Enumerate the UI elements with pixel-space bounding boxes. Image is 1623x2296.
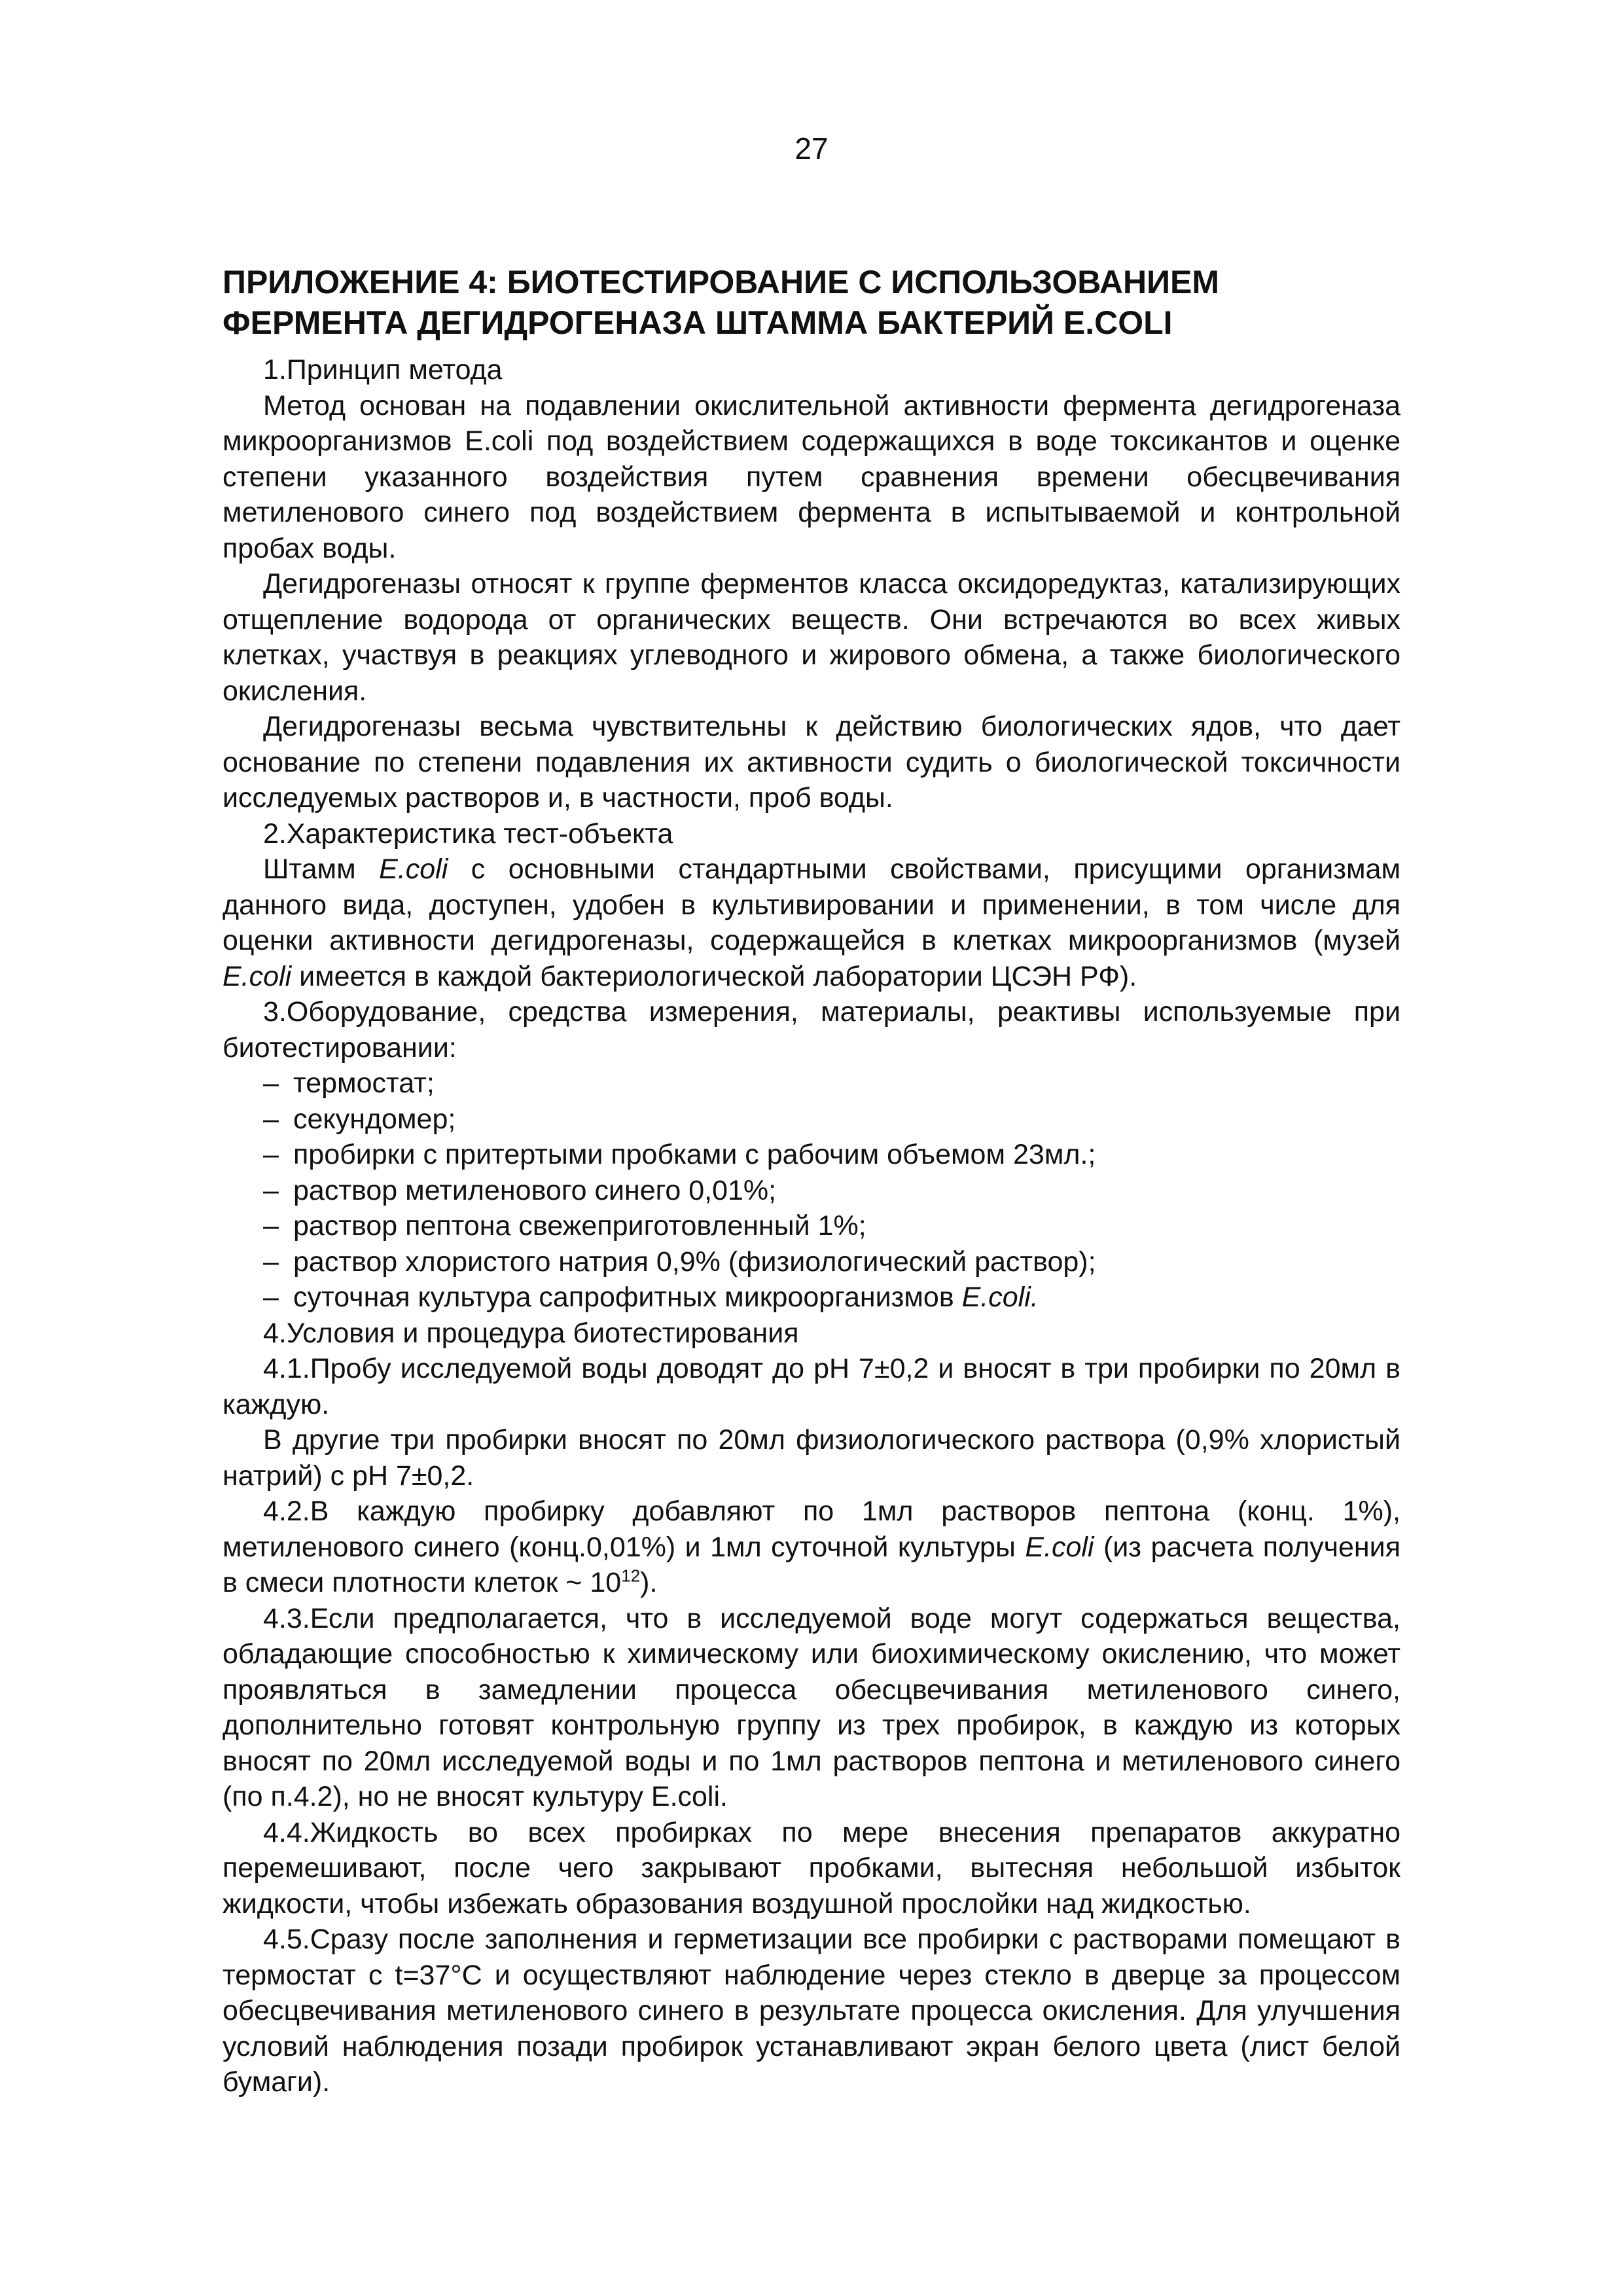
- species-name: E.coli: [223, 960, 292, 992]
- species-name: E.coli: [379, 853, 448, 885]
- paragraph-sensitivity: Дегидрогеназы весьма чувствительны к действию биологических ядов, что дает основание по степени подавления их активности судить о биологической токсичности исследуемых растворов и, в частности, проб воды.: [223, 711, 1400, 814]
- equipment-list: [223, 1066, 1400, 1316]
- species-name: E.coli: [1025, 1531, 1094, 1563]
- text-run: (из расчета получения в смеси плотности клеток ~ 10: [223, 1531, 1400, 1598]
- paragraph-4-3: 4.3.Если предполагается, что в исследуемой воде могут содержаться вещества, обладающие способностью к химическому или биохимическому окислению, что может проявляться в замедлении процесса обесцвечивания метиленового синего, дополнительно готовят контрольную группу из трех пробирок, в каждую из которых вносят по 20мл исследуемой воды и по 1мл растворов пептона и метиленового синего (по п.4.2), но не вносят культуру E.coli.: [223, 1602, 1400, 1812]
- text-run: Штамм: [263, 853, 380, 885]
- paragraph-method-principle: Метод основан на подавлении окислительной активности фермента дегидрогеназа микроорганизмов E.coli под воздействием содержащихся в воде токсикантов и оценке степени указанного воздействия путем сравнения времени обесцвечивания метиленового синего под воздействием фермента в испытываемой и контрольной пробах воды.: [223, 389, 1400, 564]
- list-item: – раствор метиленового синего 0,01%;: [263, 1173, 1400, 1209]
- page-number: 27: [794, 132, 829, 166]
- paragraph-4-1-b: В другие три пробирки вносят по 20мл физиологического раствора (0,9% хлористый натрий) с pH 7±0,2.: [223, 1424, 1400, 1492]
- paragraph-4-2: [223, 1494, 1400, 1601]
- appendix-title: ПРИЛОЖЕНИЕ 4: БИОТЕСТИРОВАНИЕ С ИСПОЛЬЗОВАНИЕМ ФЕРМЕНТА ДЕГИДРОГЕНАЗА ШТАММА БАКТЕРИЙ E.COLI: [223, 264, 1220, 341]
- text-run: суточная культура сапрофитных микроорганизмов: [293, 1282, 962, 1313]
- paragraph-dehydrogenases: Дегидрогеназы относят к группе ферментов класса оксидоредуктаз, катализирующих отщепление водорода от органических веществ. Они встречаются во всех живых клетках, участвуя в реакциях углеводного и жирового обмена, а также биологического окисления.: [223, 568, 1400, 707]
- paragraph-4-1: 4.1.Пробу исследуемой воды доводят до pH 7±0,2 и вносят в три пробирки по 20мл в каждую.: [223, 1353, 1400, 1420]
- section-1-heading: 1.Принцип метода: [263, 354, 503, 386]
- text-run: с основными стандартными свойствами, присущими организмам данного вида, доступен, удобен в культивировании и применении, в том числе для оценки активности дегидрогеназы, содержащейся в клетках микроорганизмов (музей: [223, 853, 1401, 956]
- paragraph-4-4: 4.4.Жидкость во всех пробирках по мере внесения препаратов аккуратно перемешивают, после чего закрывают пробками, вытесняя небольшой избыток жидкости, чтобы избежать образования воздушной прослойки над жидкостью.: [223, 1816, 1400, 1920]
- list-item: – раствор хлористого натрия 0,9% (физиологический раствор);: [263, 1244, 1400, 1280]
- list-item: – пробирки с притертыми пробками с рабочим объемом 23мл.;: [263, 1137, 1400, 1173]
- paragraph-4-5: 4.5.Сразу после заполнения и герметизации все пробирки с растворами помещают в термостат с t=37°C и осуществляют наблюдение через стекло в дверце за процессом обесцвечивания метиленового синего в результате процесса окисления. Для улучшения условий наблюдения позади пробирок устанавливают экран белого цвета (лист белой бумаги).: [223, 1924, 1400, 2098]
- document-body: [223, 262, 1400, 2100]
- exponent: 12: [621, 1566, 641, 1586]
- text-run: ).: [640, 1567, 658, 1598]
- list-item: – секундомер;: [263, 1102, 1400, 1138]
- section-4-heading: 4.Условия и процедура биотестирования: [263, 1317, 799, 1349]
- list-item: [263, 1280, 1400, 1316]
- list-item: – раствор пептона свежеприготовленный 1%;: [263, 1208, 1400, 1244]
- list-item: – термостат;: [263, 1066, 1400, 1102]
- text-run: имеется в каждой бактериологической лаборатории ЦСЭН РФ).: [291, 960, 1137, 992]
- paragraph-test-object: [223, 852, 1400, 994]
- section-2-heading: 2.Характеристика тест-объекта: [263, 817, 673, 850]
- species-name: E.coli.: [961, 1282, 1039, 1313]
- text-run: 4.2.В каждую пробирку добавляют по 1мл растворов пептона (конц. 1%), метиленового синего (конц.0,01%) и 1мл суточной культуры: [223, 1496, 1400, 1563]
- section-3-heading: 3.Оборудование, средства измерения, материалы, реактивы используемые при биотестировании:: [223, 996, 1400, 1064]
